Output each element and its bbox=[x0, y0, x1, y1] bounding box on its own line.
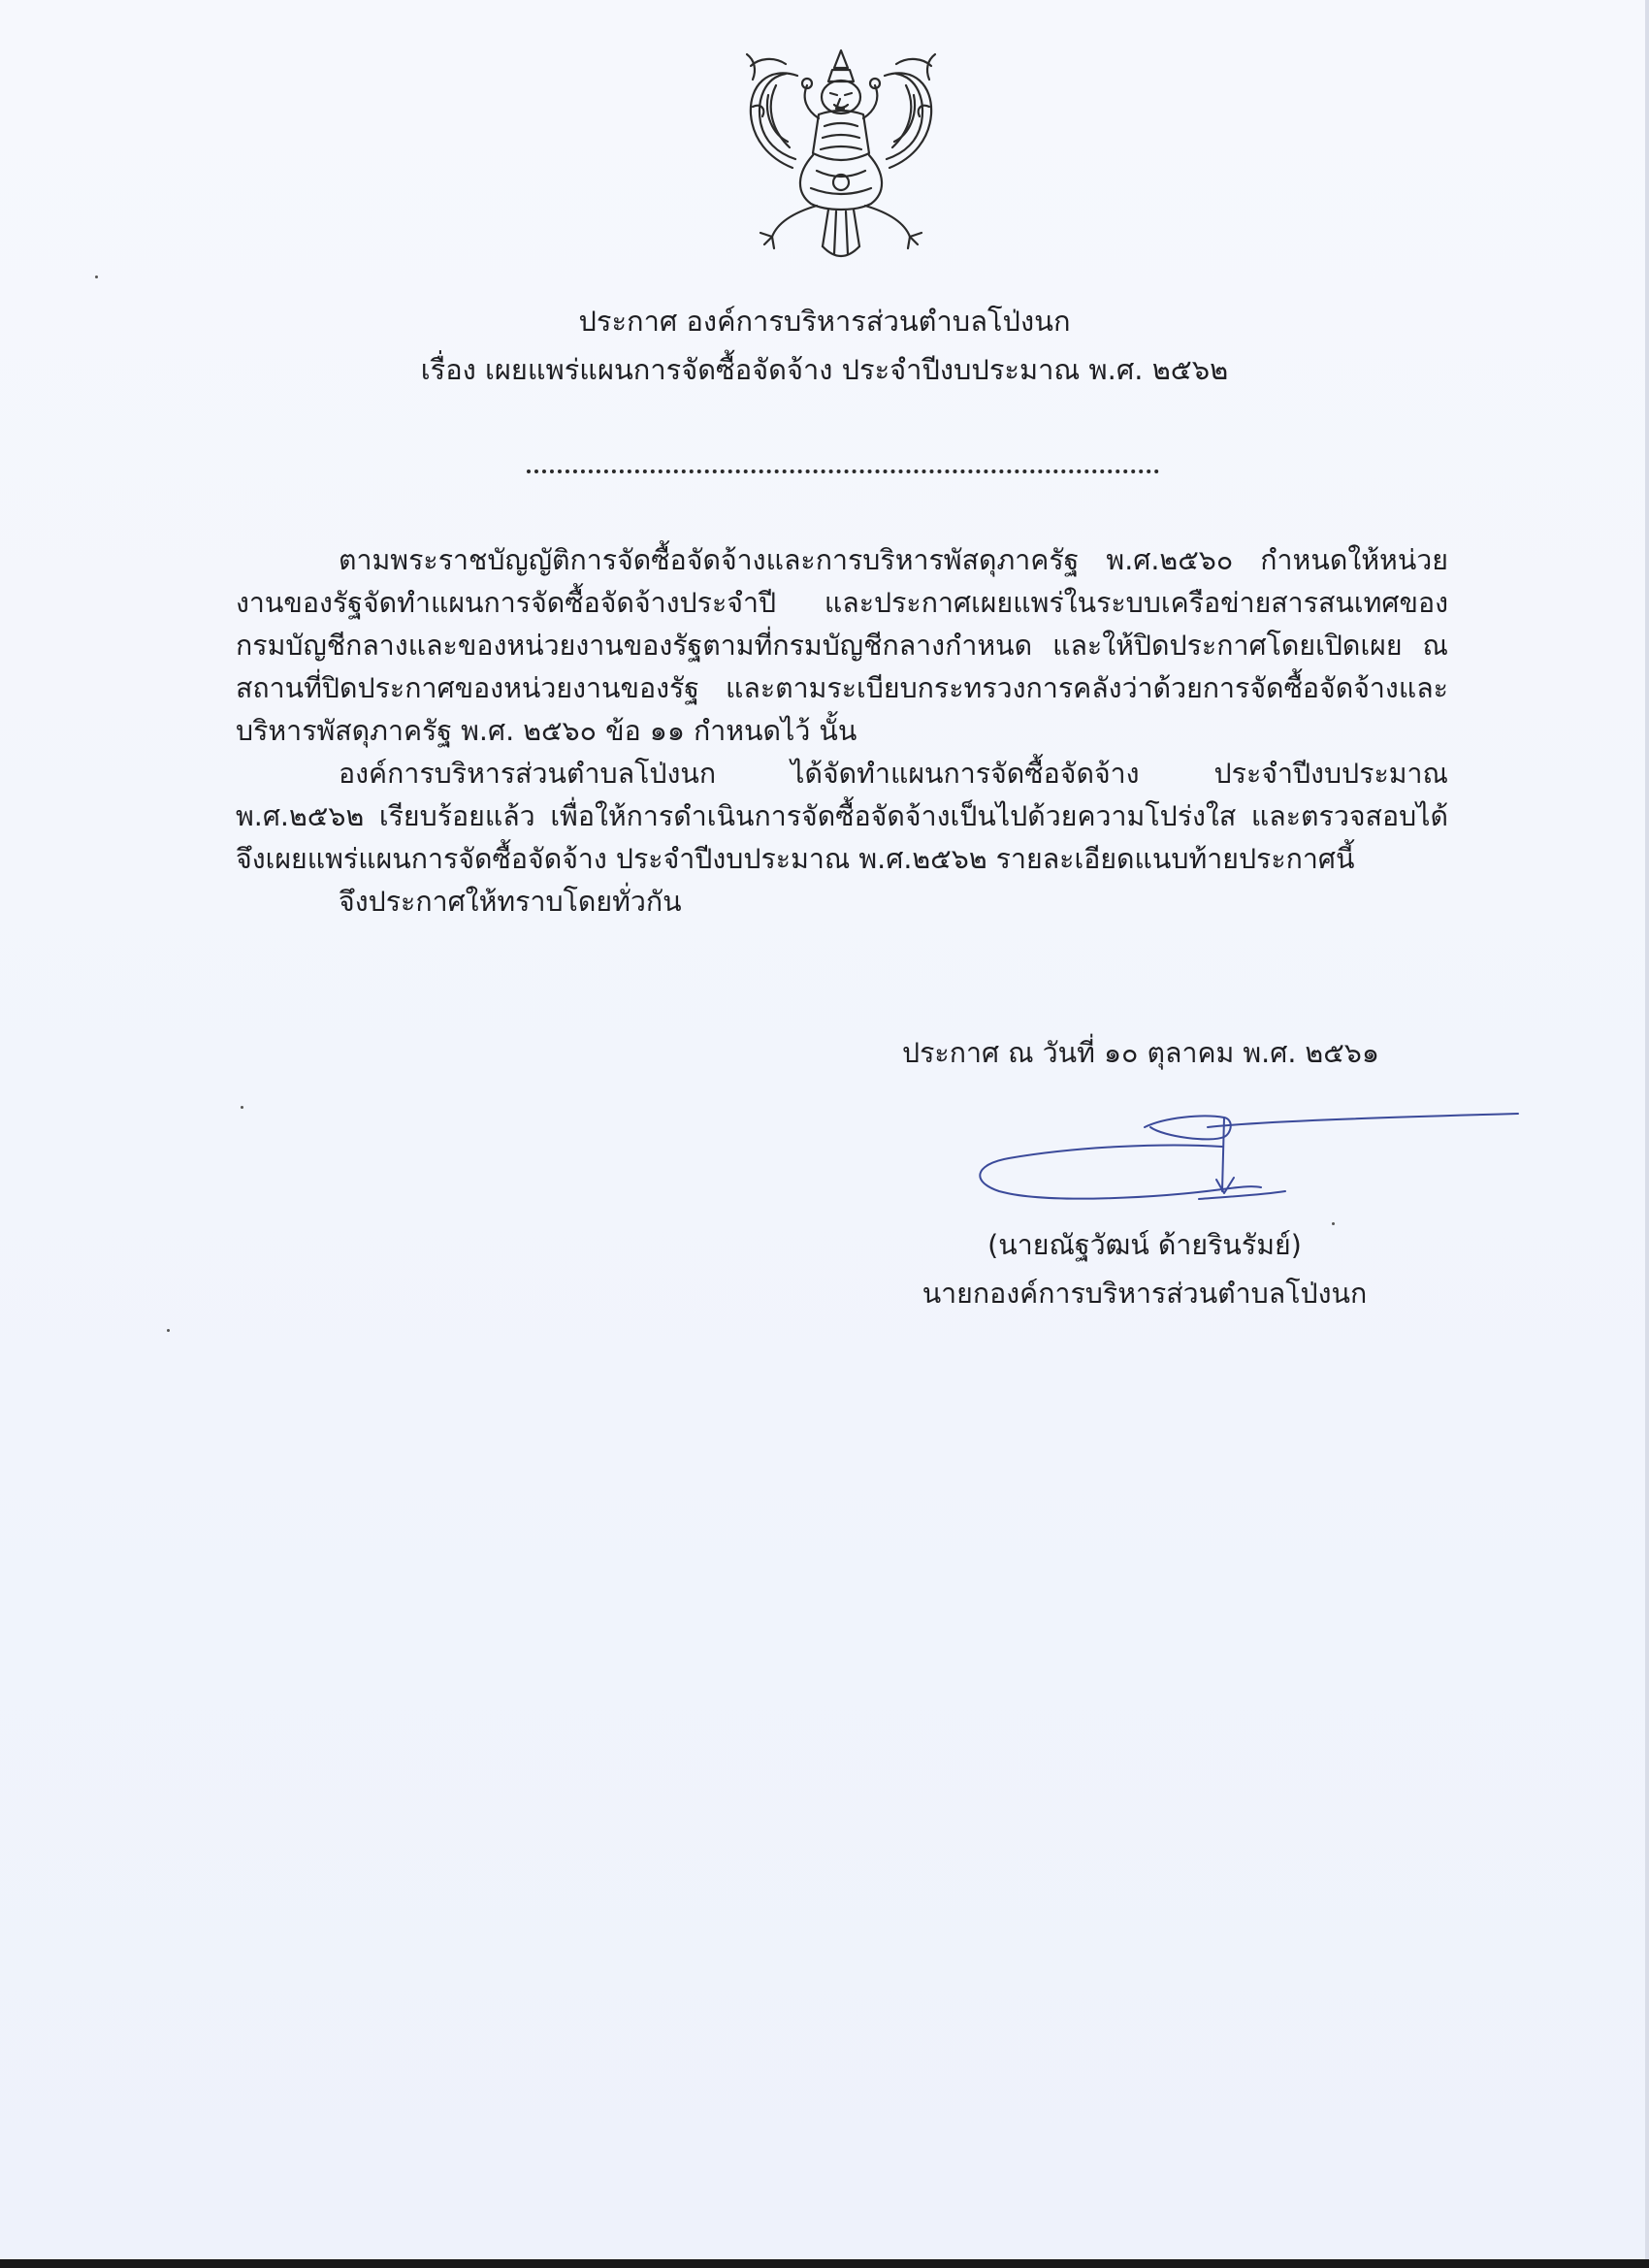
paragraph-plan-completed: องค์การบริหารส่วนตำบลโป่งนก ได้จัดทำแผนการจัดซื้อจัดจ้าง ประจำปีงบประมาณ พ.ศ.๒๕๖๒ เรียบร้อยแล้ว เพื่อให้การดำเนินการจัดซื้อจัดจ้างเป็นไปด้วยความโปร่งใส และตรวจสอบได้จึงเผยแพร่แผนการจัดซื้อจัดจ้าง ประจำปีงบประมาณ พ.ศ.๒๕๖๒ รายละเอียดแนบท้ายประกาศนี้ bbox=[236, 758, 1448, 875]
signatory-name: (นายณัฐวัฒน์ ด้ายรินรัมย์) bbox=[987, 1229, 1302, 1261]
document-subject: เรื่อง เผยแพร่แผนการจัดซื้อจัดจ้าง ประจำปีงบประมาณ พ.ศ. ๒๕๖๒ bbox=[420, 353, 1229, 386]
scan-speck bbox=[95, 275, 98, 278]
announcement-date: ประกาศ ณ วันที่ ๑๐ ตุลาคม พ.ศ. ๒๕๖๑ bbox=[902, 1037, 1379, 1069]
document-title: ประกาศ องค์การบริหารส่วนตำบลโป่งนก bbox=[578, 305, 1071, 338]
scan-speck bbox=[241, 1106, 243, 1109]
paragraph-closing: จึงประกาศให้ทราบโดยทั่วกัน bbox=[339, 886, 682, 918]
scan-speck bbox=[1332, 1222, 1335, 1225]
dotted-divider bbox=[527, 470, 1159, 473]
signatory-position: นายกองค์การบริหารส่วนตำบลโป่งนก bbox=[922, 1278, 1368, 1310]
document-body bbox=[236, 539, 1448, 923]
scan-edge-right bbox=[1645, 0, 1649, 2268]
document-title-block bbox=[0, 297, 1649, 394]
garuda-emblem-icon bbox=[739, 47, 943, 272]
paragraph-legal-basis: ตามพระราชบัญญัติการจัดซื้อจัดจ้างและการบริหารพัสดุภาครัฐ พ.ศ.๒๕๖๐ กำหนดให้หน่วยงานของรัฐจัดทำแผนการจัดซื้อจัดจ้างประจำปี และประกาศเผยแพร่ในระบบเครือข่ายสารสนเทศของกรมบัญชีกลางและของหน่วยงานของรัฐตามที่กรมบัญชีกลางกำหนด และให้ปิดประกาศโดยเปิดเผย ณ สถานที่ปิดประกาศของหน่วยงานของรัฐ และตามระเบียบกระทรวงการคลังว่าด้วยการจัดซื้อจัดจ้างและบริหารพัสดุภาครัฐ พ.ศ. ๒๕๖๐ ข้อ ๑๑ กำหนดไว้ นั้น bbox=[236, 544, 1448, 747]
scan-speck bbox=[167, 1329, 170, 1332]
handwritten-signature-icon bbox=[970, 1104, 1523, 1240]
scan-edge-bottom bbox=[0, 2259, 1649, 2268]
